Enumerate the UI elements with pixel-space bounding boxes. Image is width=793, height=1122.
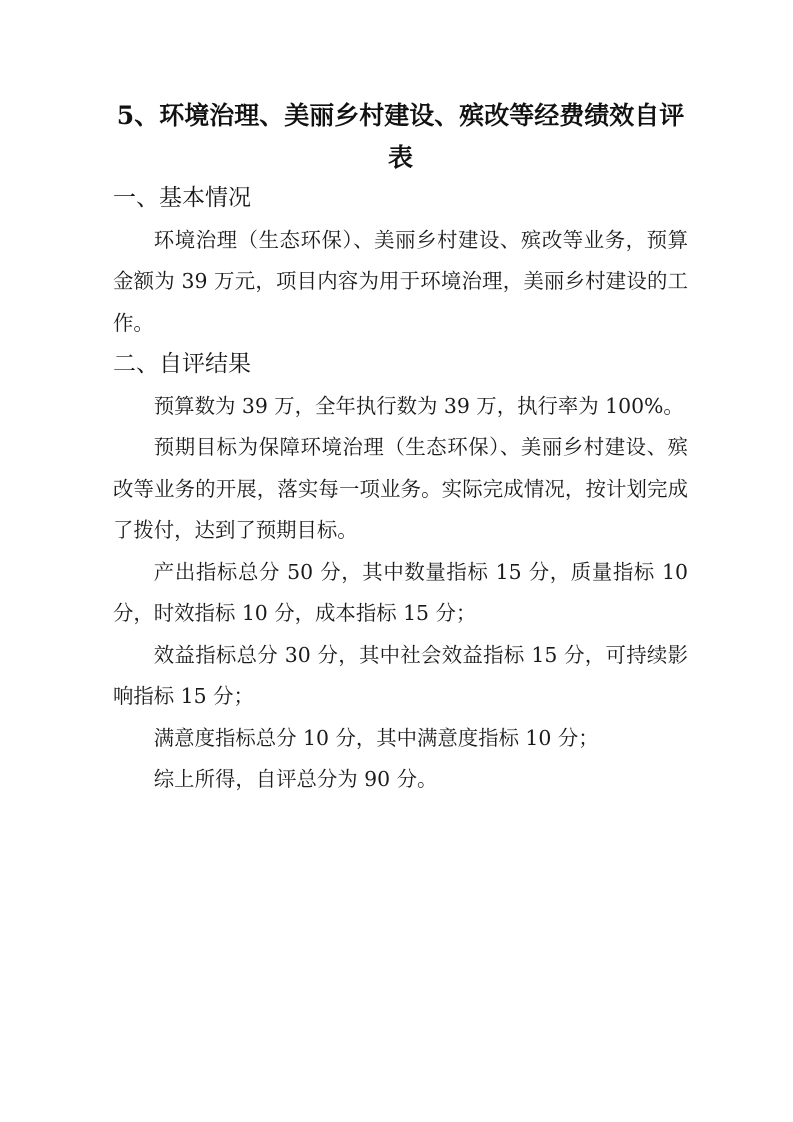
section-heading-self-evaluation-result: 二、自评结果 — [113, 351, 251, 377]
paragraph-benefit-indicators: 效益指标总分 30 分，其中社会效益指标 15 分，可持续影响指标 15 分； — [113, 642, 688, 708]
paragraph-basic-info: 环境治理（生态环保）、美丽乡村建设、殡改等业务，预算金额为 39 万元，项目内容为用于环境治理，美丽乡村建设的工作。 — [113, 227, 688, 335]
paragraph-total-score: 综上所得，自评总分为 90 分。 — [153, 767, 438, 791]
paragraph-expected-goals: 预期目标为保障环境治理（生态环保）、美丽乡村建设、殡改等业务的开展，落实每一项业务。实际完成情况，按计划完成了拨付，达到了预期目标。 — [113, 435, 688, 542]
paragraph-budget-execution: 预算数为 39 万，全年执行数为 39 万，执行率为 100%。 — [153, 393, 684, 418]
document-title: 5、环境治理、美丽乡村建设、殡改等经费绩效自评表 — [116, 101, 685, 172]
paragraph-satisfaction-indicators: 满意度指标总分 10 分，其中满意度指标 10 分； — [153, 725, 599, 750]
paragraph-output-indicators: 产出指标总分 50 分，其中数量指标 15 分，质量指标 10 分，时效指标 10 分，成本指标 15 分； — [113, 559, 688, 625]
section-heading-basic-info: 一、基本情况 — [113, 185, 251, 211]
